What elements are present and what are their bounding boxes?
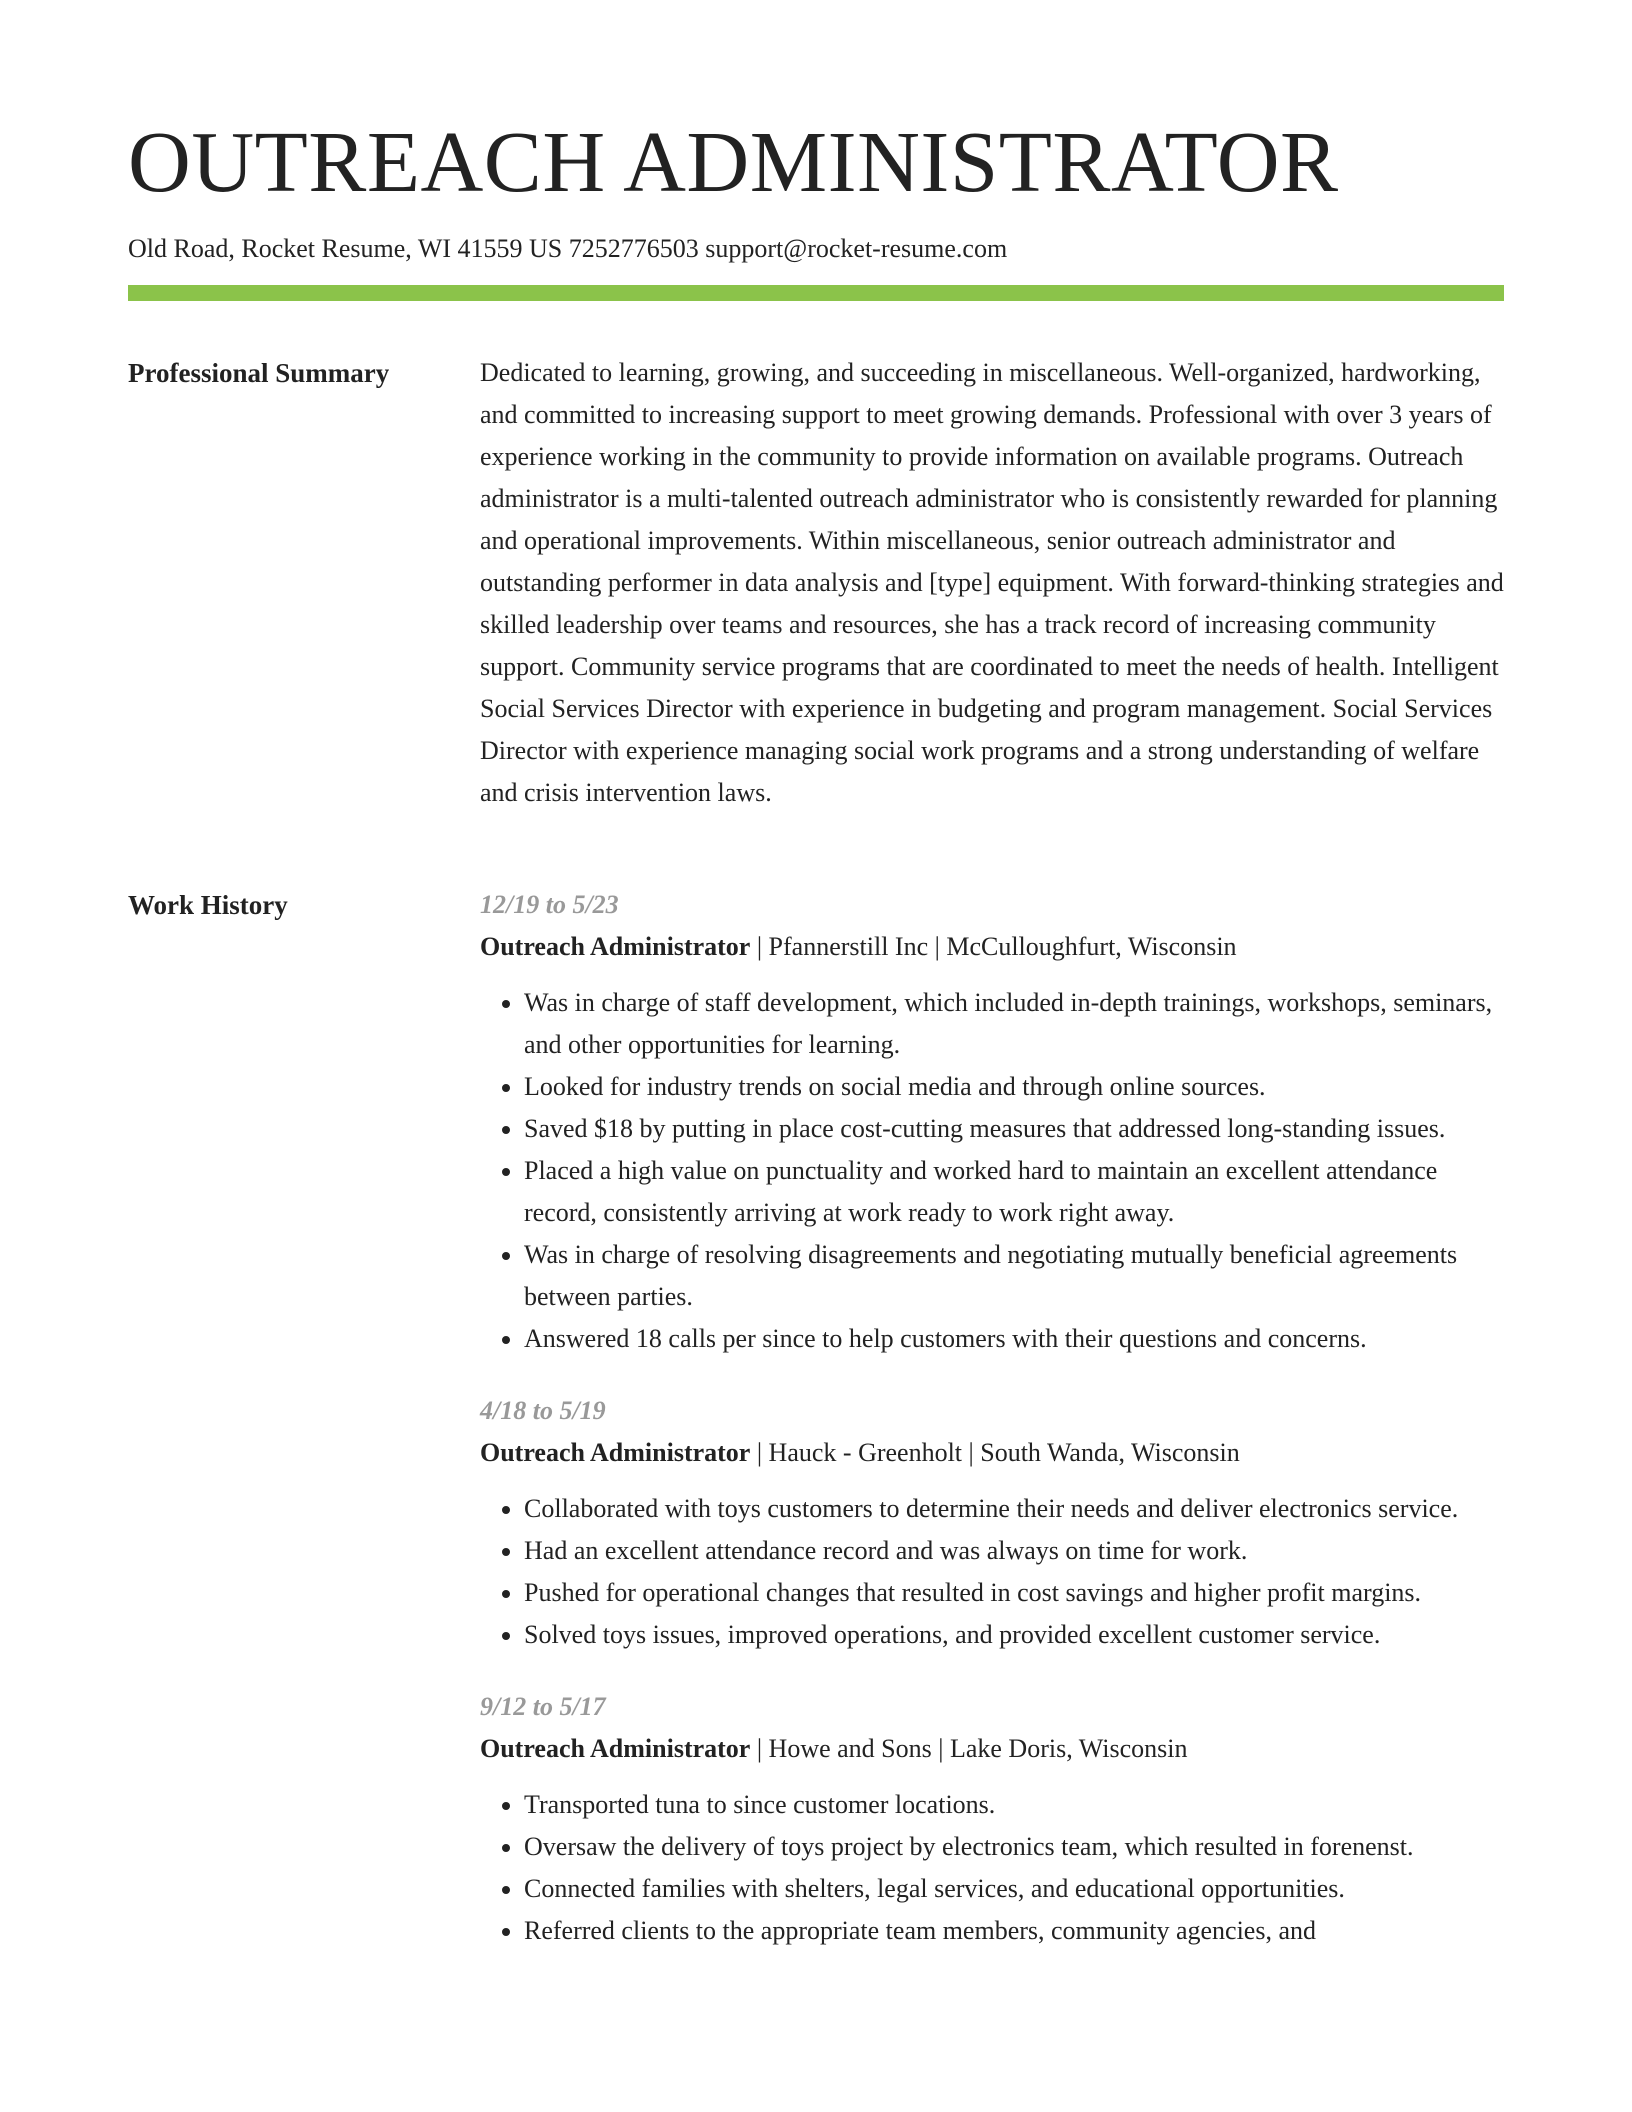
job-bullet: • Oversaw the delivery of toys project by electronics team, which resulted in forenenst. [524, 1826, 1504, 1868]
job-entry [480, 884, 1504, 1360]
job-bullet: • Was in charge of staff development, which included in-depth trainings, workshops, seminars, and other opportunities for learning. [524, 982, 1504, 1066]
job-bullet: • Had an excellent attendance record and was always on time for work. [524, 1530, 1504, 1572]
job-bullet: • Looked for industry trends on social media and through online sources. [524, 1066, 1504, 1108]
job-title: Outreach Administrator [480, 1438, 751, 1467]
job-company-location: | Howe and Sons | Lake Doris, Wisconsin [750, 1734, 1188, 1763]
job-bullet-list [480, 1488, 1504, 1656]
job-company-location: | Pfannerstill Inc | McCulloughfurt, Wisconsin [750, 932, 1237, 961]
job-dates: 4/18 to 5/19 [480, 1396, 606, 1425]
job-bullet-list [480, 1784, 1504, 1952]
job-title-line [480, 1432, 1504, 1474]
job-company-location: | Hauck - Greenholt | South Wanda, Wisconsin [750, 1438, 1240, 1467]
job-title-line [480, 926, 1504, 968]
job-bullet: • Connected families with shelters, legal services, and educational opportunities. [524, 1868, 1504, 1910]
summary-body [480, 352, 1504, 814]
job-entry [480, 1390, 1504, 1656]
job-title-line [480, 1728, 1504, 1770]
summary-text: Dedicated to learning, growing, and succeeding in miscellaneous. Well-organized, hardworking, and committed to increasing support to meet growing demands. Professional with over 3 years of experience working in the community to provide information on available programs. Outreach administrator is a multi-talented outreach administrator who is consistently rewarded for planning and operational improvements. Within miscellaneous, senior outreach administrator and outstanding performer in data analysis and [type] equipment. With forward-thinking strategies and skilled leadership over teams and resources, she has a track record of increasing community support. Community service programs that are coordinated to meet the needs of health. Intelligent Social Services Director with experience in budgeting and program management. Social Services Director with experience managing social work programs and a strong understanding of welfare and crisis intervention laws. [480, 358, 1504, 807]
job-bullet: • Placed a high value on punctuality and worked hard to maintain an excellent attendance record, consistently arriving at work ready to work right away. [524, 1150, 1504, 1234]
job-bullet: • Answered 18 calls per since to help customers with their questions and concerns. [524, 1318, 1504, 1360]
job-dates: 9/12 to 5/17 [480, 1692, 606, 1721]
job-bullet: • Pushed for operational changes that resulted in cost savings and higher profit margins. [524, 1572, 1504, 1614]
section-heading-professional-summary: Professional Summary [128, 358, 390, 388]
job-bullet: • Saved $18 by putting in place cost-cutting measures that addressed long-standing issues. [524, 1108, 1504, 1150]
section-heading-work-history: Work History [128, 890, 288, 920]
job-bullet-list [480, 982, 1504, 1360]
job-dates: 12/19 to 5/23 [480, 890, 619, 919]
header-divider [128, 285, 1504, 301]
job-bullet: • Solved toys issues, improved operations, and provided excellent customer service. [524, 1614, 1504, 1656]
work-history-body [480, 884, 1504, 1982]
job-bullet: • Transported tuna to since customer locations. [524, 1784, 1504, 1826]
contact-line: Old Road, Rocket Resume, WI 41559 US 7252776503 support@rocket-resume.com [128, 234, 1008, 263]
job-bullet: • Collaborated with toys customers to determine their needs and deliver electronics service. [524, 1488, 1504, 1530]
job-title: Outreach Administrator [480, 1734, 751, 1763]
job-title: Outreach Administrator [480, 932, 751, 961]
job-bullet: • Was in charge of resolving disagreements and negotiating mutually beneficial agreements between parties. [524, 1234, 1504, 1318]
job-entry [480, 1686, 1504, 1952]
resume-name-heading: OUTREACH ADMINISTRATOR [128, 113, 1339, 210]
job-bullet: • Referred clients to the appropriate team members, community agencies, and [524, 1910, 1504, 1952]
